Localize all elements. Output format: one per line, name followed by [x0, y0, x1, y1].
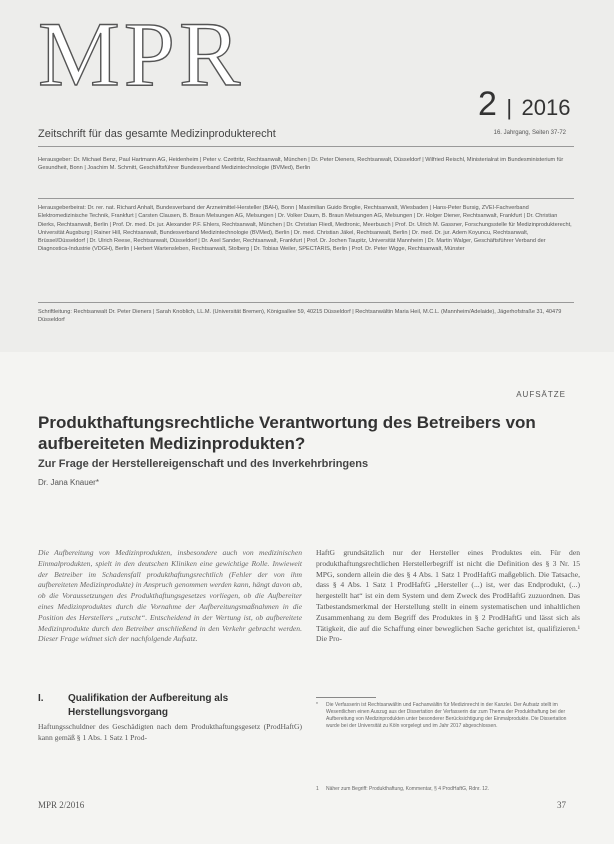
editors-block: Herausgeber: Dr. Michael Benz, Paul Hartmann AG, Heidenheim | Peter v. Czettritz, Rechtsanwalt, München | Dr. Peter Dieners, Rechtsanwalt, Düsseldorf | Wilfried Reischl, Ministerialrat im Bundesministerium für Gesundheit, Bonn | Joachim M. Schmitt, Geschäftsführer Bundesverband Medizintechnologie (BVMed), Berlin: [38, 157, 564, 172]
volume-info: 16. Jahrgang, Seiten 37-72: [493, 130, 566, 136]
managing-editors-block: Schriftleitung: Rechtsanwalt Dr. Peter Dieners | Sarah Knoblich, LL.M. (Universität Bremen), Königsallee 59, 40215 Düsseldorf | Rechtsanwältin Maria Heil, M.C.L. (Mannheim/Adelaide), Jägerhofstraße 31, 40479 Düsseldorf: [38, 309, 562, 324]
footnote-text: Die Verfasserin ist Rechtsanwältin und Fachanwältin für Medizinrecht in der Kanzlei. Der Aufsatz stellt im Wesentlichen einen Auszug aus der Dissertation der Verfasserin dar zum Thema der Produkthaftung bei der Aufbereitung von Medizinprodukten unter besonderer Berücksichtigung der Einmalprodukte. Die Dissertation wurde bei der Universität zu Köln vorgelegt und im Jahr 2017 abgeschlossen.: [326, 702, 567, 729]
issue-number: [478, 86, 571, 126]
section-title: Qualifikation der Aufbereitung als Herstellungsvorgang: [68, 693, 229, 718]
page-number: 37: [557, 800, 566, 810]
footnote-rule: [316, 697, 376, 698]
section-heading: [38, 692, 302, 720]
divider: [38, 198, 574, 199]
rubric-label: AUFSÄTZE: [516, 390, 566, 399]
body-text-right-column: HaftG grundsätzlich nur der Hersteller eines Produktes ein. Für den produkthaftungsrechtlichen Herstellerbegriff ist nicht die Definition des § 3 Nr. 15 MPG, sondern allein die des § 4 Abs. 1 Satz 1 ProdHaftG maßgeblich. Die Tatsache, dass § 4 Abs. 1 Satz 1 ProdHaftG „Hersteller (...) ist, wer das Endprodukt, (...) hergestellt hat“ ist ein dem System und dem Zweck des ProdHaftG zuzuordnen. Das Tatbestandsmerkmal der Herstellung stellt in einem systematischen und inhaltlichen Zusammenhang zu dem Begriff des Produktes in § 2 ProdHaftG und lässt sich als Tätigkeit, die auf die Schaffung einer beweglichen Sache gerichtet ist, qualifizieren.¹ Die Pro-: [316, 548, 580, 644]
issue-separator: |: [506, 95, 513, 120]
advisory-board-block: Herausgeberbeirat: Dr. rer. nat. Richard Anhalt, Bundesverband der Arzneimittel-Hersteller (BAH), Bonn | Maximilian Guido Broglie, Rechtsanwalt, Wiesbaden | Hans-Peter Bursig, ZVEI-Fachverband Elektromedizinische Technik, Frankfurt | Carsten Clausen, B. Braun Melsungen AG, Melsungen | Dr. Volker Daum, B. Braun Melsungen AG, Melsungen | Dr. Holger Diener, Rechtsanwalt, Frankfurt | Dr. Christian Dierks, Rechtsanwalt, Berlin | Prof. Dr. med. Dr. jur. Alexander P.F. Ehlers, Rechtsanwalt, München | Dr. Christian Fliedl, Medtronic, Meerbusch | Prof. Dr. Ulrich M. Gassner, Forschungsstelle für Medizinprodukterecht, Universität Augsburg | Rainer Hill, Rechtsanwalt, Bundesverband Medizintechnologie (BVMed), Berlin | Dr. med. Christian Jäkel, Rechtsanwalt, Berlin | Dr. med. Dr. jur. Adem Koyuncu, Rechtsanwalt, Brüssel/Düsseldorf | Dr. Ulrich Reese, Rechtsanwalt, Düsseldorf | Dr. Axel Sander, Rechtsanwalt, Frankfurt | Prof. Dr. Jochen Taupitz, Universität Mannheim | Dr. Martin Walger, Geschäftsführer Verband der Diagnostica-Industrie (VDGH), Berlin | Herbert Wartensleben, Rechtsanwalt, Stolberg | Dr. Tobias Weiler, SPECTARIS, Berlin | Prof. Dr. Peter Wigge, Rechtsanwalt, Münster: [38, 205, 572, 253]
section-body-text: Haftungsschuldner des Geschädigten nach dem Produkthaftungsgesetz (ProdHaftG) kann gemäß § 1 Abs. 1 Satz 1 Prod-: [38, 722, 302, 742]
article-subtitle: Zur Frage der Herstellereigenschaft und des Inverkehrbringens: [38, 458, 369, 470]
article-abstract: Die Aufbereitung von Medizinprodukten, insbesondere auch von medizinischen Einmalprodukten, spielt in den deutschen Kliniken eine gewichtige Rolle. Inwieweit der Betreiber im Schadensfall produkthaftungsrechtlich (Fehler der von ihm aufbereiteten Medizinprodukte) in Anspruch genommen werden kann, hängt davon ab, ob die Voraussetzungen des Produkthaftungsgesetzes vorliegen, ob die Aufbereiter eines Medizinproduktes durch die Vornahme der Aufbereitungsmaßnahmen in die Position des Herstellers „rutscht“. Entscheidend in der Wertung ist, ob aufbereitete Medizinprodukte durch den Betreiber anschließend in den Verkehr gebracht werden. Dieser Frage widmet sich der nachfolgende Aufsatz.: [38, 548, 302, 644]
journal-subtitle: Zeitschrift für das gesamte Medizinprodukterecht: [38, 128, 276, 140]
journal-logo: MPR: [38, 3, 245, 105]
section-number: I.: [38, 693, 44, 704]
footnote: [316, 702, 580, 730]
article-title: Produkthaftungsrechtliche Verantwortung des Betreibers von aufbereiteten Medizinprodukten?: [38, 413, 536, 453]
footnote: [316, 786, 580, 793]
footer-journal-issue: MPR 2/2016: [38, 800, 85, 810]
divider: [38, 146, 574, 147]
footnote-marker: 1: [316, 786, 319, 792]
article-author: Dr. Jana Knauer*: [38, 478, 99, 487]
footnote-text: Näher zum Begriff: Produkthaftung, Kommentar, § 4 ProdHaftG, Rdnr. 12.: [326, 786, 490, 792]
footnote-marker: *: [316, 702, 318, 708]
divider: [38, 302, 574, 303]
issue-year: 2016: [521, 95, 571, 120]
issue-number-value: 2: [478, 85, 497, 123]
